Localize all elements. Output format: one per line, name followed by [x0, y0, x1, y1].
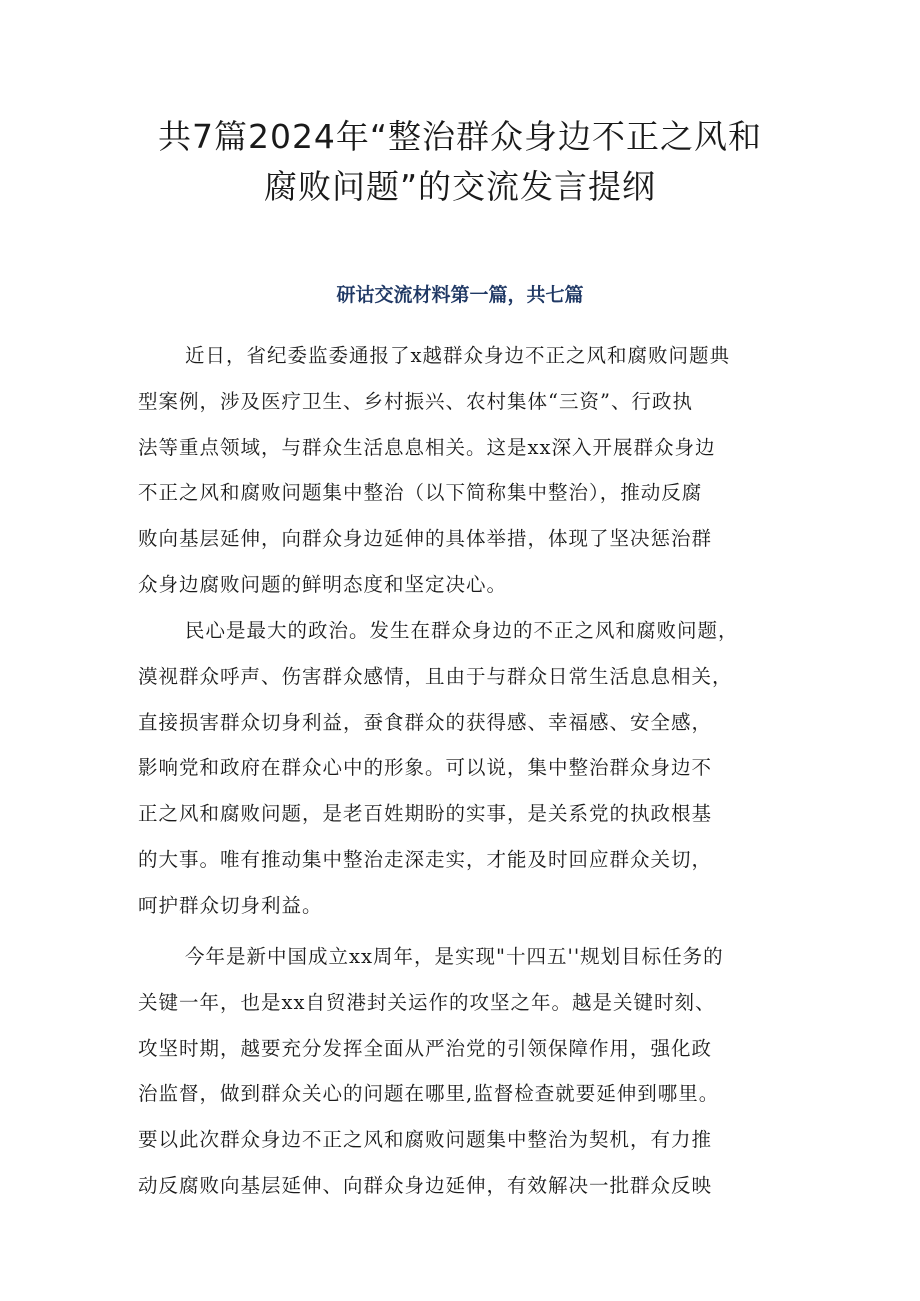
- paragraph-line: 败向基层延伸，向群众身边延伸的具体举措，体现了坚决惩治群: [138, 527, 713, 551]
- section-heading: 研诂交流材料第一篇，共七篇: [336, 284, 584, 306]
- paragraph-1: [138, 333, 794, 608]
- paragraph-line: 要以此次群众身边不正之风和腐败问题集中整治为契机，有力推: [138, 1128, 713, 1152]
- paragraph-line: 动反腐败向基层延伸、向群众身边延伸，有效解决一批群众反映: [138, 1173, 713, 1197]
- paragraph-line: 呵护群众切身利益。: [138, 893, 323, 917]
- paragraph-line: 民心是最大的政治。发生在群众身边的不正之风和腐败问题，: [185, 619, 739, 642]
- paragraph-line: 近日，省纪委监委通报了x越群众身边不正之风和腐败问题典: [185, 344, 730, 367]
- paragraph-line: 今年是新中国成立xx周年，是实现"十四五''规划目标任务的: [185, 945, 724, 968]
- paragraph-line: 型案例，涉及医疗卫生、乡村振兴、农村集体“三资”、行政执: [138, 389, 693, 413]
- paragraph-line: 治监督，做到群众关心的问题在哪里,监督检查就要延伸到哪里。: [138, 1082, 720, 1106]
- paragraph-2: [138, 608, 794, 929]
- paragraph-line: 攻坚时期，越要充分发挥全面从严治党的引领保障作用，强化政: [138, 1036, 713, 1060]
- paragraph-line: 众身边腐败问题的鲜明态度和坚定决心。: [138, 572, 508, 596]
- paragraph-line: 法等重点领域，与群众生活息息相关。这是xx深入开展群众身边: [138, 435, 716, 459]
- document-title: [120, 112, 800, 212]
- paragraph-line: 影响党和政府在群众心中的形象。可以说，集中整治群众身边不: [138, 756, 713, 780]
- paragraph-line: 正之风和腐败问题，是老百姓期盼的实事，是关系党的执政根基: [138, 802, 713, 826]
- title-line: 共7篇2024年“整治群众身边不正之风和: [157, 117, 763, 156]
- paragraph-line: 不正之风和腐败问题集中整治（以下简称集中整治），推动反腐: [138, 481, 703, 505]
- paragraph-3: [138, 934, 794, 1209]
- paragraph-line: 关键一年，也是xx自贸港封关运作的攻坚之年。越是关键时刻、: [138, 990, 716, 1014]
- paragraph-line: 漠视群众呼声、伤害群众感情，且由于与群众日常生活息息相关，: [138, 664, 733, 688]
- paragraph-line: 的大事。唯有推动集中整治走深走实，才能及时回应群众关切，: [138, 847, 713, 871]
- title-line: 腐败问题”的交流发言提纲: [263, 167, 657, 206]
- paragraph-line: 直接损害群众切身利益，蚕食群众的获得感、幸福感、安全感，: [138, 710, 713, 734]
